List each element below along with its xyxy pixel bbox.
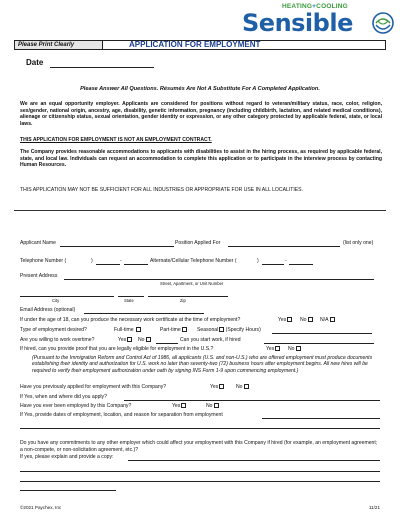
date-field[interactable] <box>50 67 154 68</box>
equal-opportunity-statement: We are an equal opportunity employer. Applicants are considered for positions without regard to veteran/military status, race, color, religion, sex/gender, national origin, ancestry, age, disability, genetic information, pregnancy (including childbirth, lactation, and related medical conditions), alienage or citizenship status, sexual orientation, gender identity or expression, or any other category protected by applicable federal, state, or local laws. <box>20 101 382 127</box>
irca-note: (Pursuant to the Immigration Reform and Control Act of 1986, all applicants (U.S. and non-U.S.) who are offered employment must produce documents establishing their identity and authorization for U.S. work no later than seventy-two (72) business hours after employment begins. All new hires will be required to verify their employment authorization under oath by signing INS Form 1-9 upon commencing employment.) <box>32 355 373 374</box>
under-18-no[interactable]: No <box>300 317 313 324</box>
eligibility-yes-checkbox[interactable] <box>275 346 280 351</box>
start-work-label: Can you start work, if hired <box>180 337 241 343</box>
overtime-no-checkbox[interactable] <box>146 337 151 342</box>
under-18-yes-checkbox[interactable] <box>287 317 292 322</box>
dates-employment-line-2[interactable] <box>20 428 380 429</box>
telephone-dash: - <box>120 258 122 264</box>
previously-applied-yes-checkbox[interactable] <box>219 384 224 389</box>
accommodation-statement: The Company provides reasonable accommodations to applicants with disabilities to assist in the hiring process, as required by applicable federal, state, and local law. Individuals can request an accommodation to complete this application or to participate in the interview process by contacting Human Resources. <box>20 149 382 169</box>
previously-applied-question: Have you previously applied for employment with this Company? <box>20 384 167 390</box>
eligibility-no-checkbox[interactable] <box>296 346 301 351</box>
explain-label: If yes, please explain and provide a copy: <box>20 454 114 460</box>
telephone-label: Telephone Number ( <box>20 258 67 264</box>
telephone-line-field[interactable] <box>124 264 148 265</box>
street-caption: Street, Apartment, or Unit Number <box>160 281 224 286</box>
previously-employed-yes[interactable]: Yes <box>172 403 186 410</box>
alt-phone-dash: - <box>285 258 287 264</box>
when-where-label: If Yes, when and where did you apply? <box>20 394 107 400</box>
part-time-checkbox[interactable] <box>182 327 187 332</box>
logo-wordmark: Sensible <box>242 9 353 37</box>
start-work-field[interactable] <box>264 343 374 344</box>
overtime-blank[interactable] <box>156 343 178 344</box>
specify-hours-field[interactable] <box>272 333 372 334</box>
explain-line-3[interactable] <box>20 481 380 482</box>
not-contract-statement: THIS APPLICATION FOR EMPLOYMENT IS NOT AN EMPLOYMENT CONTRACT. <box>20 137 212 143</box>
previously-applied-no-checkbox[interactable] <box>244 384 249 389</box>
seasonal-checkbox[interactable] <box>219 327 224 332</box>
zip-field[interactable] <box>148 296 228 297</box>
commitments-question: Do you have any commitments to any other employer which could affect your employment with this Company if hired (for example, an employment agreement; a non-compete, or non-solicitation agreement, etc.)? <box>20 440 378 453</box>
zip-caption: Zip <box>180 298 186 303</box>
alt-phone-label: Alternate/Cellular Telephone Number ( <box>150 258 237 264</box>
under-18-question: If under the age of 18, can you produce the necessary work certificate at the time of employment? <box>20 317 241 323</box>
telephone-area-close: ) <box>91 258 93 264</box>
page-title: APPLICATION FOR EMPLOYMENT <box>129 40 261 49</box>
alt-phone-area-close: ) <box>257 258 259 264</box>
previously-employed-question: Have you ever been employed by this Company? <box>20 403 132 409</box>
section-divider <box>14 210 386 211</box>
logo-swirl-icon <box>372 11 394 35</box>
full-time-checkbox[interactable] <box>136 327 141 332</box>
copyright-text: ©2021 Paychex, Inc <box>20 505 62 510</box>
under-18-yes[interactable]: Yes <box>278 317 292 324</box>
not-sufficient-note: THIS APPLICATION MAY NOT BE SUFFICIENT FOR ALL INDUSTRIES OR APPROPRIATE FOR USE IN ALL LOCALITIES. <box>20 187 303 193</box>
previously-employed-no-checkbox[interactable] <box>214 403 219 408</box>
overtime-no[interactable]: No <box>138 337 151 344</box>
under-18-na[interactable]: N/A <box>320 317 335 324</box>
previously-employed-yes-checkbox[interactable] <box>181 403 186 408</box>
street-field[interactable] <box>64 279 374 280</box>
city-caption: City <box>52 298 60 303</box>
state-caption: State <box>124 298 134 303</box>
alt-phone-line-field[interactable] <box>289 264 313 265</box>
under-18-na-checkbox[interactable] <box>330 317 335 322</box>
date-label: Date <box>26 58 44 67</box>
explain-line-4[interactable] <box>20 490 116 491</box>
eligibility-question: If hired, can you provide proof that you are legally eligible for employment in the U.S.? <box>20 346 214 352</box>
logo-tagline: HEATING+COOLING <box>282 3 348 10</box>
dates-employment-field[interactable] <box>262 418 380 419</box>
email-label: Email Address (optional) <box>20 307 76 313</box>
previously-employed-no[interactable]: No <box>206 403 219 410</box>
applicant-name-field[interactable] <box>60 246 174 247</box>
previously-applied-yes[interactable]: Yes <box>210 384 224 391</box>
explain-line-2[interactable] <box>20 471 380 472</box>
instructions-text: Please Answer All Questions. Résumés Are Not A Substitute For A Completed Application. <box>80 86 320 92</box>
eligibility-yes[interactable]: Yes <box>266 346 280 353</box>
company-logo <box>242 3 394 37</box>
when-where-field[interactable] <box>124 400 380 401</box>
list-only-one-label: (list only one) <box>343 240 374 246</box>
part-time-option[interactable]: Part-time <box>160 327 187 334</box>
eligibility-no[interactable]: No <box>288 346 301 353</box>
full-time-option[interactable]: Full-time <box>114 327 141 334</box>
employment-type-question: Type of employment desired? <box>20 327 87 333</box>
telephone-prefix-field[interactable] <box>96 264 120 265</box>
present-address-label: Present Address <box>20 273 58 279</box>
overtime-yes[interactable]: Yes <box>118 337 132 344</box>
overtime-yes-checkbox[interactable] <box>127 337 132 342</box>
position-label: Position Applied For <box>175 240 221 246</box>
form-header <box>14 40 386 50</box>
overtime-question: Are you willing to work overtime? <box>20 337 95 343</box>
email-field[interactable] <box>84 313 204 314</box>
form-version: 11/21 <box>368 505 380 510</box>
alt-phone-prefix-field[interactable] <box>262 264 284 265</box>
print-clearly-label: Please Print Clearly <box>15 41 103 49</box>
applicant-name-label: Applicant Name <box>20 240 56 246</box>
seasonal-option[interactable]: Seasonal (Specify Hours) <box>197 327 261 333</box>
city-field[interactable] <box>20 296 114 297</box>
explain-field[interactable] <box>128 460 380 461</box>
state-field[interactable] <box>118 296 144 297</box>
dates-employment-label: If Yes, provide dates of employment, location, and reason for separation from employment <box>20 412 223 418</box>
under-18-no-checkbox[interactable] <box>308 317 313 322</box>
position-field[interactable] <box>228 246 340 247</box>
previously-applied-no[interactable]: No <box>236 384 249 391</box>
